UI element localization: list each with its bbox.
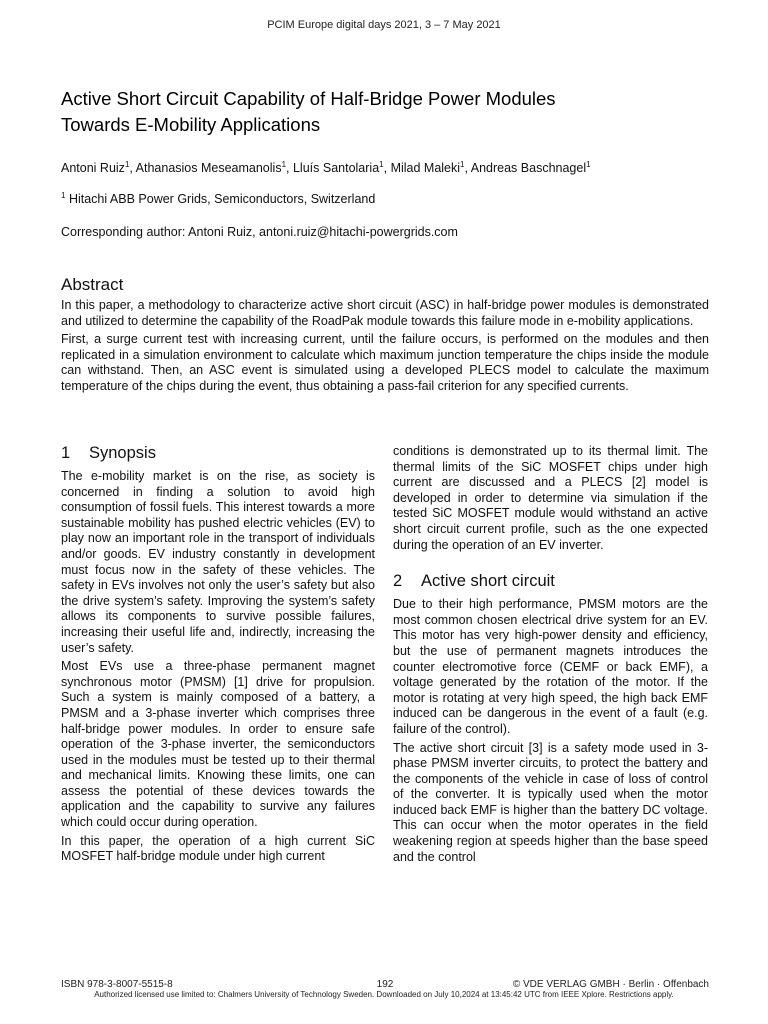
- right-column: [393, 444, 708, 868]
- section-1-title: Synopsis: [89, 444, 156, 462]
- title-line-2: Towards E-Mobility Applications: [61, 114, 321, 135]
- section-2-title: Active short circuit: [421, 572, 555, 591]
- section-1-paragraph-3: In this paper, the operation of a high current SiC MOSFET half-bridge module under high current: [61, 833, 375, 864]
- section-2-paragraph-2: The active short circuit [3] is a safety mode used in 3-phase PMSM inverter circuits, to protect the battery and the components of the vehicle in case of loss of control of the converter. It is typically used when the motor induced back EMF is higher than the battery DC voltage. This can occur when the motor operates in the field weakening region at speeds higher than the base speed and the control: [393, 740, 708, 864]
- abstract-body: [61, 298, 709, 398]
- conference-header: PCIM Europe digital days 2021, 3 – 7 May 2021: [267, 19, 501, 31]
- author: Milad Maleki: [390, 161, 461, 175]
- author-affiliation-mark: 1: [124, 160, 130, 169]
- author: Lluís Santolaria: [292, 161, 380, 175]
- abstract-heading: Abstract: [61, 275, 124, 294]
- page-number: 192: [376, 979, 394, 990]
- left-column: [61, 443, 375, 868]
- affiliation: [61, 192, 375, 206]
- title-line-1: Active Short Circuit Capability of Half-Bridge Power Modules: [61, 88, 556, 109]
- copyright: © VDE VERLAG GMBH · Berlin · Offenbach: [512, 979, 709, 990]
- affiliation-text: Hitachi ABB Power Grids, Semiconductors, Switzerland: [68, 192, 376, 206]
- author: Andreas Baschnagel: [470, 161, 587, 175]
- section-2-number: 2: [393, 572, 403, 591]
- author: Athanasios Meseamanolis: [135, 161, 282, 175]
- affiliation-number: 1: [61, 191, 66, 200]
- isbn: ISBN 978-3-8007-5515-8: [61, 979, 173, 990]
- section-2-heading: [393, 571, 708, 591]
- author-affiliation-mark: 1: [460, 160, 465, 169]
- author: Antoni Ruiz: [61, 161, 125, 175]
- abstract-paragraph-2: First, a surge current test with increasing current, until the failure occurs, is performed on the modules and then replicated in a simulation environment to calculate which maximum junction temperature the chips inside the module can withstand. Then, an ASC event is simulated using a developed PLECS model to calculate the maximum temperature of the chips during the event, thus obtaining a pass-fail criterion for any specified currents.: [61, 332, 709, 393]
- corresponding-author: Corresponding author: Antoni Ruiz, antoni.ruiz@hitachi-powergrids.com: [61, 225, 458, 239]
- section-2-paragraph-1: Due to their high performance, PMSM motors are the most common chosen electrical drive system for an EV. This motor has very high-power density and efficiency, but the use of permanent magnets introduces the counter electromotive force (CEMF or back EMF), a voltage generated by the rotation of the motor. If the motor is rotating at very high speed, the high back EMF induced can be dangerous in the event of a fault (e.g. failure of the control).: [393, 597, 708, 736]
- license-notice: Authorized licensed use limited to: Chalmers University of Technology Sweden. Downloaded on July 10,2024 at 13:45:42 UTC from IEEE Xplore. Restrictions apply.: [94, 990, 674, 999]
- section-1-paragraph-3-continued: conditions is demonstrated up to its thermal limit. The thermal limits of the SiC MOSFET chips under high current are discussed and a PLECS [2] model is developed in order to determine via simulation if the tested SiC MOSFET module would withstand an active short circuit current profile, such as the one expected during the operation of an EV inverter.: [393, 444, 708, 552]
- section-1-heading: [61, 443, 375, 463]
- author-affiliation-mark: 1: [586, 160, 591, 169]
- section-1-paragraph-1: The e-mobility market is on the rise, as society is concerned in finding a solution to avoid high consumption of fossil fuels. This interest towards a more sustainable mobility has pushed electric vehicles (EV) to play now an important role in the transport of individuals and/or goods. EV industry constantly in development must focus now in the safety of these vehicles. The safety in EVs involves not only the user’s safety but also the drive system’s safety. Improving the system’s safety allows its components to survive possible failures, increasing their useful life and, indirectly, increasing the user’s safety.: [61, 469, 375, 655]
- section-1-paragraph-2: Most EVs use a three-phase permanent magnet synchronous motor (PMSM) [1] drive for propulsion. Such a system is mainly composed of a battery, a PMSM and a 3-phase inverter which comprises three half-bridge power modules. In order to ensure safe operation of the 3-phase inverter, the semiconductors used in the modules must be tested up to their thermal and mechanical limits. Knowing these limits, one can assess the potential of these devices towards the application and the capability to survive any failures which could occur during operation.: [61, 659, 375, 830]
- paper-title: [61, 86, 711, 138]
- section-1-number: 1: [61, 444, 71, 462]
- author-list: Antoni Ruiz$^1$, Athanasios Meseamanolis$^1$, Lluís Santolaria$^1$, Milad Maleki$^1$, Andreas Baschnagel$^1$: [61, 160, 591, 175]
- abstract-paragraph-1: In this paper, a methodology to characterize active short circuit (ASC) in half-bridge power modules is demonstrated and utilized to determine the capability of the RoadPak module towards this failure mode in e-mobility applications.: [61, 298, 709, 328]
- author-affiliation-mark: 1: [379, 160, 384, 169]
- author-affiliation-mark: 1: [281, 160, 287, 169]
